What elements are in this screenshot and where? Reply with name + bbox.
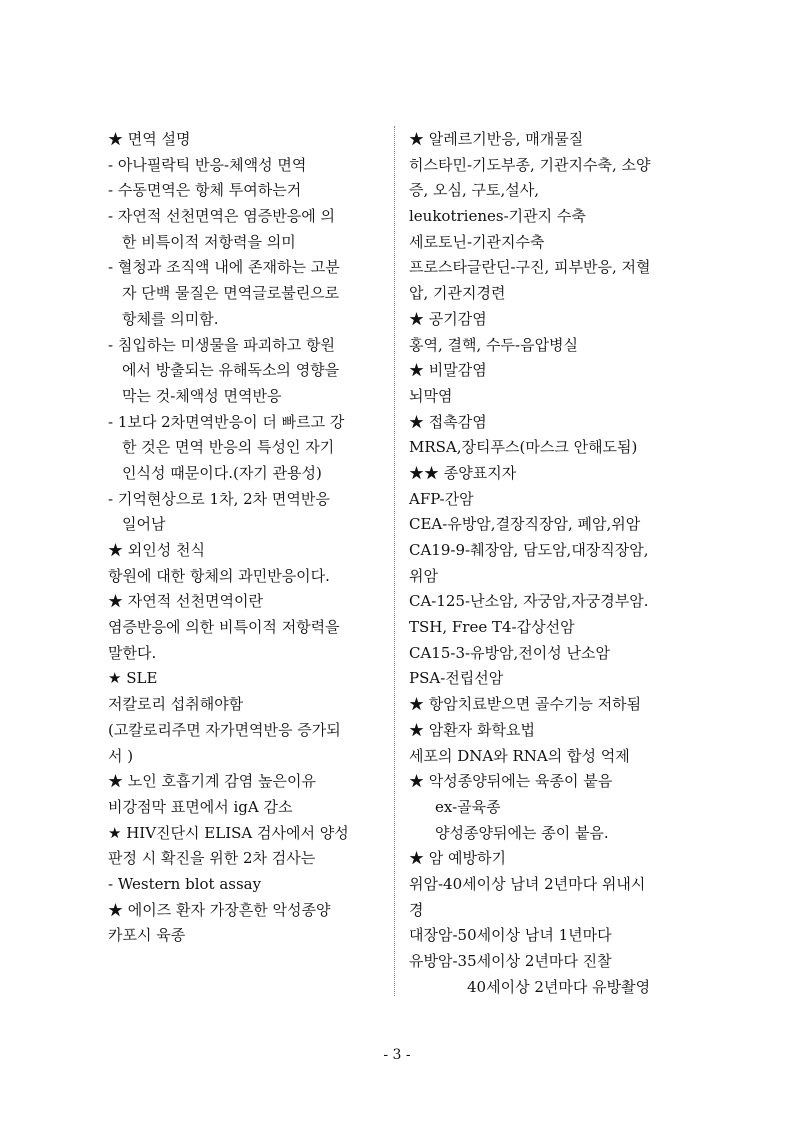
text-line: 홍역, 결핵, 수두-음압병실 (409, 335, 579, 354)
text-line: 항원에 대한 항체의 과민반응이다. (108, 566, 330, 585)
text-line: ★ 공기감염 (409, 309, 487, 328)
text-line: 카포시 육종 (108, 926, 186, 945)
text-line: ★ 노인 호흡기계 감염 높은이유 (108, 772, 316, 791)
text-line: ★ 자연적 선천면역이란 (108, 592, 263, 611)
text-line: 유방암-35세이상 2년마다 진찰 (409, 952, 612, 970)
text-line: ★ 항암치료받으면 골수기능 저하됨 (409, 695, 642, 714)
text-line: CA-125-난소암, 자궁암,자궁경부암. (409, 592, 649, 611)
column-divider (394, 126, 395, 996)
text-line: 프로스타글란딘-구진, 피부반응, 저혈 (409, 258, 651, 277)
text-line: 히스타민-기도부종, 기관지수축, 소양 (409, 155, 651, 174)
text-line: 대장암-50세이상 남녀 1년마다 (409, 926, 612, 945)
text-line: ★ 악성종양뒤에는 육종이 붙음 (409, 772, 613, 791)
text-line: 위암-40세이상 남녀 2년마다 위내시 (409, 874, 646, 893)
text-line: - 기억현상으로 1차, 2차 면역반응 (108, 489, 330, 508)
text-line: 압, 기관지경련 (409, 284, 506, 303)
text-line: ★ 에이즈 환자 가장흔한 악성종양 (108, 900, 331, 919)
text-line: ★ 접촉감염 (409, 412, 487, 431)
text-line: 위암 (409, 566, 438, 585)
text-line: 세포의 DNA와 RNA의 합성 억제 (409, 746, 630, 765)
text-line: 한 비특이적 저항력을 의미 (122, 232, 296, 251)
text-line: 40세이상 2년마다 유방촬영 (467, 977, 651, 996)
left-column (108, 127, 386, 949)
text-line: leukotrienes-기관지 수축 (409, 207, 586, 226)
text-line: - 1보다 2차면역반응이 더 빠르고 강 (108, 412, 345, 431)
text-line: 인식성 때문이다.(자기 관용성) (122, 463, 322, 482)
text-line: CA19-9-췌장암, 담도암,대장직장암, (409, 541, 649, 559)
text-line: 자 단백 물질은 면역글로불린으로 (122, 284, 340, 303)
text-line: MRSA,장티푸스(마스크 안해도됨) (409, 438, 638, 457)
text-line: AFP-간암 (409, 489, 474, 508)
text-line: 뇌막염 (409, 386, 453, 405)
text-line: 양성종양뒤에는 종이 붙음. (435, 823, 609, 842)
text-line: ★ SLE (108, 669, 158, 688)
text-line: - 자연적 선천면역은 염증반응에 의 (108, 207, 336, 226)
text-line: ★★ 종양표지자 (409, 463, 517, 482)
text-line: CA15-3-유방암,전이성 난소암 (409, 643, 611, 662)
text-line: 막는 것-체액성 면역반응 (122, 386, 282, 405)
text-line: 비강점막 표면에서 igA 감소 (108, 797, 293, 816)
text-line: 저칼로리 섭취해야함 (108, 695, 244, 714)
text-line: 증, 오심, 구토,설사, (409, 181, 540, 200)
text-line: ★ HIV진단시 ELISA 검사에서 양성 (108, 823, 349, 842)
text-line: 서 ) (108, 746, 134, 765)
text-line: 세로토닌-기관지수축 (409, 232, 545, 251)
text-line: - Western blot assay (108, 874, 262, 893)
text-line: - 수동면역은 항체 투여하는거 (108, 181, 302, 200)
text-line: 염증반응에 의한 비특이적 저항력을 (108, 618, 340, 637)
text-line: PSA-전립선암 (409, 669, 504, 688)
text-line: ★ 암환자 화학요법 (409, 720, 535, 739)
text-line: (고칼로리주면 자가면역반응 증가되 (108, 720, 341, 739)
text-line: - 침입하는 미생물을 파괴하고 항원 (108, 335, 336, 354)
text-line: - 아나필락틱 반응-체액성 면역 (108, 155, 307, 174)
text-line: ex-골육종 (435, 797, 501, 816)
text-line: - 혈청과 조직액 내에 존재하는 고분 (108, 258, 340, 277)
text-line: CEA-유방암,결장직장암, 폐암,위암 (409, 515, 641, 534)
right-column (409, 127, 681, 1000)
text-line: 일어남 (122, 515, 166, 534)
text-line: 한 것은 면역 반응의 특성인 자기 (122, 438, 335, 457)
text-line: ★ 외인성 천식 (108, 541, 205, 559)
page-number: - 3 - (383, 1047, 411, 1063)
text-line: 항체를 의미함. (122, 309, 219, 328)
text-line: 에서 방출되는 유해독소의 영향을 (122, 361, 340, 380)
text-line: ★ 비말감염 (409, 361, 487, 380)
text-line: 경 (409, 900, 424, 919)
text-line: 판정 시 확진을 위한 2차 검사는 (108, 849, 316, 868)
text-line: ★ 면역 설명 (108, 130, 191, 148)
text-line: 말한다. (108, 643, 157, 662)
text-line: TSH, Free T4-갑상선암 (409, 618, 575, 637)
text-line: ★ 암 예방하기 (409, 849, 506, 868)
text-line: ★ 알레르기반응, 매개물질 (409, 130, 584, 148)
